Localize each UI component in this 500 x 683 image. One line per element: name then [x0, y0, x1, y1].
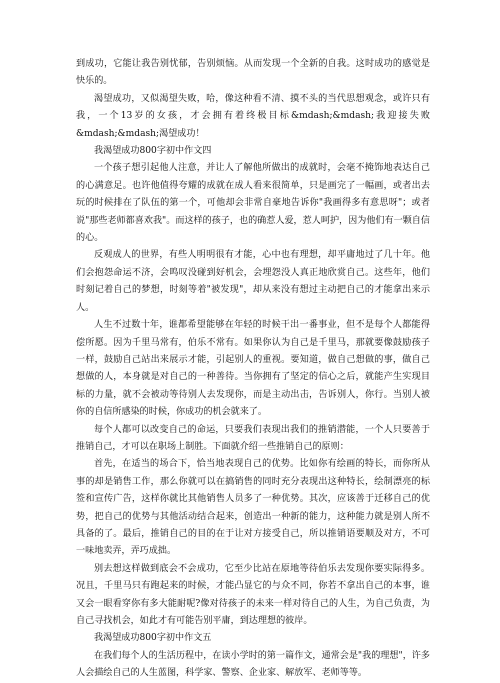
section-heading: 我渴望成功800字初中作文五 [94, 633, 212, 644]
body-paragraph: 人生不过数十年，谁都希望能够在年轻的时候干出一番事业，但不是每个人都能得偿所愿。因为千里马常有，伯乐不常有。如果你认为自己是千里马，那就要像鼓励孩子一样，鼓励自己站出来展示才能，引起别人的重视。要知道，做自己想做的事，做自己想做的人，本身就是对自己的一种善待。当你拥有了坚定的信心之后，就能产生实现目标的力量，就不会被动等待别人去发现你，而是主动出击，告诉别人，你行。当别人被你的自信所感染的时候，你成功的机会就来了。 [76, 320, 430, 418]
section-heading: 我渴望成功800字初中作文四 [94, 146, 212, 157]
document-page [76, 56, 430, 683]
body-paragraph: 一个孩子想引起他人注意，并让人了解他所做出的成就时，会毫不掩饰地表达自己的心满意足。也许他值得夸耀的成就在成人看来很简单，只是画完了一幅画，或者出去玩的时候排在了队伍的第一个，可他却会非常自豪地告诉你"我画得多有意思呀"；或者说"那些老师都喜欢我"。而这样的孩子，也的确惹人爱，惹人呵护，因为他们有一颗自信的心。 [76, 163, 430, 244]
body-paragraph: 反观成人的世界，有些人明明很有才能，心中也有理想，却平庸地过了几十年。他们会抱怨命运不济，会鸣叹没碰到好机会，会埋怨没人真正地欣赏自己。这些年，他们时刻记着自己的梦想，时刻等着"被发现"，却从来没有想过主动把自己的才能拿出来示人。 [76, 250, 430, 313]
body-paragraph: 在我们每个人的生活历程中，在读小学时的第一篇作文，通常会是"我的理想"，许多人会描绘自己的人生蓝图，科学家、警察、企业家、解放军、老师等等。 [76, 650, 430, 679]
body-paragraph: 渴望成功，又似渴望失败，哈，像这种看不清、摸不头的当代思想观念，或许只有我，一个13岁的女孩，才会拥有着终极目标&mdash;&mdash;我迎接失败&mdash;&mdash;渴望成功！ [76, 93, 430, 139]
body-paragraph: 每个人都可以改变自己的命运，只要我们表现出我们的推销潜能，一个人只要善于推销自己，才可以在职场上制胜。下面就介绍一些推销自己的原则： [76, 424, 430, 452]
body-paragraph: 首先，在适当的场合下，恰当地表现自己的优势。比如你有绘画的特长，而你所从事的却是销售工作，那么你就可以在搞销售的同时充分表现出这种特长，绘制漂亮的标签和宣传广告，这样你就比其他销售人员多了一种优势。其次，应该善于迁移自己的优势，把自己的优势与其他活动结合起来，创造出一种新的能力，这种能力就是别人所不具备的了。最后，推销自己的目的在于让对方接受自己，所以推销语要顺及对方，不可一味地卖弄，弄巧成拙。 [76, 459, 430, 557]
body-paragraph: 别去想这样做到底会不会成功，它至少比站在原地等待伯乐去发现你要实际得多。况且，千里马只有跑起来的时候，才能凸显它的与众不同，你若不拿出自己的本事，谁又会一眼看穿你有多大能耐呢?像对待孩子的未来一样对待自己的人生，为自己负责，为自己寻找机会，如此才有可能告别平庸，到达理想的彼岸。 [76, 563, 430, 626]
body-paragraph: 到成功，它能让我告别忧郁，告别烦恼。从而发现一个全新的自我。这时成功的感觉是快乐的。 [76, 59, 430, 87]
